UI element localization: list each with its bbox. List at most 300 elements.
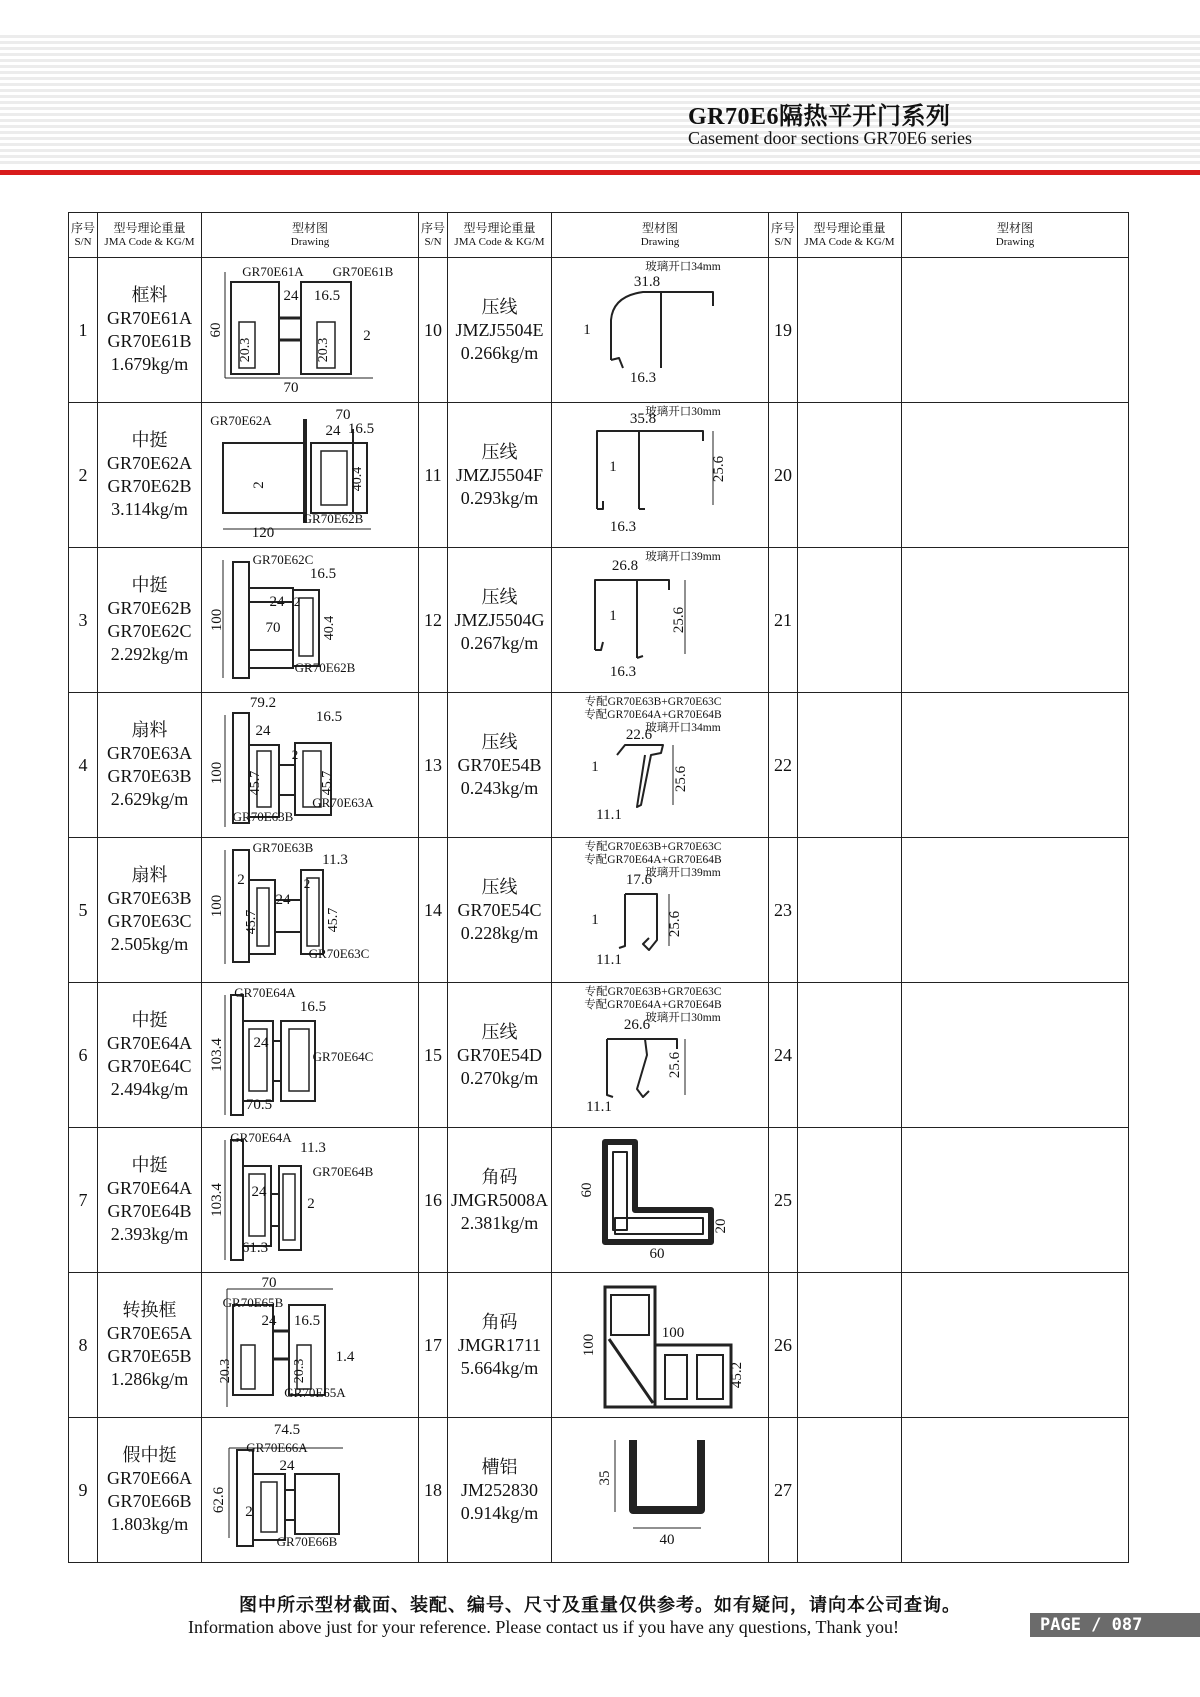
profile-code: GR70E61B bbox=[107, 331, 192, 351]
drawing-label: 玻璃开口39mm bbox=[644, 867, 721, 879]
profile-drawing-cell bbox=[202, 548, 419, 693]
drawing-label: 25.6 bbox=[672, 765, 689, 793]
serial-number: 12 bbox=[419, 548, 448, 693]
drawing-label: 45.2 bbox=[728, 1361, 745, 1389]
table-row bbox=[69, 1128, 1129, 1273]
drawing-label: 17.6 bbox=[625, 872, 652, 888]
profile-section-drawing bbox=[553, 550, 768, 690]
profile-code: GR70E65A bbox=[107, 1323, 192, 1343]
drawing-label: 40 bbox=[659, 1532, 674, 1548]
table-row bbox=[69, 403, 1129, 548]
footer-note-en: Information above just for your reference. Please contact us if you have any questions, Thank you! bbox=[188, 1617, 899, 1637]
profile-code: GR70E63A bbox=[107, 743, 192, 763]
empty-code-cell bbox=[798, 403, 902, 548]
profile-name: 扇料 bbox=[131, 720, 168, 740]
drawing-label: 24 bbox=[269, 594, 284, 610]
profile-section-drawing bbox=[203, 840, 418, 980]
drawing-label: 1 bbox=[590, 912, 599, 928]
drawing-label: 24 bbox=[253, 1035, 268, 1051]
profile-code: JMZJ5504F bbox=[455, 464, 544, 485]
profile-code-cell bbox=[98, 1128, 202, 1273]
profile-section-drawing bbox=[203, 550, 418, 690]
empty-drawing-cell bbox=[902, 403, 1129, 548]
profile-code-cell bbox=[448, 693, 552, 838]
profile-weight: 1.679kg/m bbox=[110, 354, 189, 374]
drawing-label: 16.5 bbox=[347, 421, 374, 437]
drawing-label: GR70E65B bbox=[222, 1295, 283, 1310]
empty-code-cell bbox=[798, 258, 902, 403]
drawing-label: 22.6 bbox=[625, 727, 652, 743]
profile-weight: 1.803kg/m bbox=[110, 1514, 189, 1534]
table-header-row bbox=[69, 213, 1129, 258]
drawing-label: 1.4 bbox=[335, 1349, 354, 1365]
profile-weight: 0.270kg/m bbox=[460, 1067, 539, 1088]
profile-name: 压线 bbox=[481, 296, 518, 317]
drawing-label: 11.1 bbox=[595, 952, 622, 968]
drawing-label: GR70E63B bbox=[232, 809, 293, 824]
drawing-label: 25.6 bbox=[670, 606, 687, 634]
profile-code-cell bbox=[448, 258, 552, 403]
profile-code: GR70E64C bbox=[107, 1056, 192, 1076]
profile-weight: 3.114kg/m bbox=[111, 499, 188, 519]
profile-section-drawing bbox=[553, 1420, 768, 1560]
drawing-label: 专配GR70E63B+GR70E63C bbox=[584, 841, 721, 853]
drawing-label: GR70E63A bbox=[311, 795, 374, 810]
profile-section-drawing bbox=[203, 985, 418, 1125]
profile-drawing-cell bbox=[202, 1418, 419, 1563]
profile-code-cell bbox=[448, 1273, 552, 1418]
profile-name: 压线 bbox=[481, 1021, 518, 1042]
drawing-label: GR70E64C bbox=[312, 1049, 373, 1064]
empty-code-cell bbox=[798, 1128, 902, 1273]
serial-number: 25 bbox=[769, 1128, 798, 1273]
drawing-label: 70.5 bbox=[245, 1097, 272, 1113]
drawing-label: 1 bbox=[582, 322, 591, 338]
profile-drawing-cell bbox=[202, 983, 419, 1128]
drawing-label: 玻璃开口34mm bbox=[644, 261, 721, 273]
drawing-label: 60 bbox=[578, 1182, 595, 1198]
drawing-label: GR70E62C bbox=[252, 552, 313, 567]
empty-code-cell bbox=[798, 1418, 902, 1563]
drawing-label: 74.5 bbox=[273, 1422, 300, 1438]
profile-name: 压线 bbox=[481, 441, 518, 462]
empty-code-cell bbox=[798, 693, 902, 838]
header-drawing: 型材图 Drawing bbox=[902, 213, 1129, 258]
drawing-label: 100 bbox=[208, 894, 225, 918]
profile-code-cell bbox=[448, 838, 552, 983]
header-drawing: 型材图 Drawing bbox=[552, 213, 769, 258]
profile-weight: 0.914kg/m bbox=[460, 1502, 539, 1523]
drawing-label: GR70E64B bbox=[312, 1164, 373, 1179]
profile-name: 转换框 bbox=[122, 1300, 177, 1320]
profile-section-drawing bbox=[553, 985, 768, 1125]
profile-code-cell bbox=[448, 1128, 552, 1273]
drawing-label: 40.4 bbox=[321, 615, 337, 641]
profile-code: GR70E66A bbox=[107, 1468, 192, 1488]
profile-name: 框料 bbox=[131, 285, 168, 305]
drawing-label: 100 bbox=[208, 761, 225, 785]
drawing-label: 103.4 bbox=[208, 1183, 225, 1217]
drawing-label: 24 bbox=[325, 423, 340, 439]
profile-weight: 5.664kg/m bbox=[460, 1357, 539, 1378]
profile-drawing-cell bbox=[552, 838, 769, 983]
header-code: 型号理论重量 JMA Code & KG/M bbox=[798, 213, 902, 258]
drawing-label: 45.7 bbox=[325, 907, 341, 933]
drawing-label: 100 bbox=[580, 1333, 597, 1357]
profile-weight: 2.505kg/m bbox=[110, 934, 189, 954]
drawing-label: 45.7 bbox=[247, 770, 263, 796]
drawing-label: 25.6 bbox=[666, 910, 683, 938]
drawing-label: GR70E62B bbox=[302, 511, 363, 526]
profile-code: GR70E64B bbox=[107, 1201, 192, 1221]
profile-weight: 0.243kg/m bbox=[460, 777, 539, 798]
drawing-label: 45.7 bbox=[243, 909, 259, 935]
drawing-label: 26.8 bbox=[611, 558, 638, 574]
drawing-label: 16.5 bbox=[315, 709, 342, 725]
profile-code: GR70E64A bbox=[107, 1033, 192, 1053]
drawing-label: 24 bbox=[279, 1458, 294, 1474]
drawing-label: 100 bbox=[208, 608, 225, 632]
serial-number: 23 bbox=[769, 838, 798, 983]
serial-number: 10 bbox=[419, 258, 448, 403]
profile-section-drawing bbox=[553, 260, 768, 400]
drawing-label: 25.6 bbox=[710, 455, 727, 483]
drawing-label: 2 bbox=[250, 481, 267, 489]
serial-number: 9 bbox=[69, 1418, 98, 1563]
drawing-label: 专配GR70E64A+GR70E64B bbox=[583, 854, 722, 866]
serial-number: 15 bbox=[419, 983, 448, 1128]
empty-drawing-cell bbox=[902, 838, 1129, 983]
drawing-label: 专配GR70E64A+GR70E64B bbox=[583, 709, 722, 721]
table-row bbox=[69, 258, 1129, 403]
serial-number: 26 bbox=[769, 1273, 798, 1418]
drawing-label: 11.1 bbox=[585, 1099, 612, 1115]
serial-number: 17 bbox=[419, 1273, 448, 1418]
profile-section-drawing bbox=[203, 1275, 418, 1415]
profile-code-cell bbox=[448, 1418, 552, 1563]
drawing-label: 24 bbox=[283, 288, 298, 304]
drawing-label: 16.5 bbox=[299, 999, 326, 1015]
drawing-label: 2 bbox=[236, 872, 245, 888]
drawing-label: 16.5 bbox=[293, 1313, 320, 1329]
profile-code: JMGR1711 bbox=[457, 1334, 542, 1355]
drawing-label: GR70E64A bbox=[233, 985, 296, 1000]
serial-number: 16 bbox=[419, 1128, 448, 1273]
empty-code-cell bbox=[798, 1273, 902, 1418]
profile-drawing-cell bbox=[552, 1273, 769, 1418]
drawing-label: GR70E63B bbox=[252, 840, 313, 855]
profile-code-cell bbox=[448, 548, 552, 693]
drawing-label: 62.6 bbox=[210, 1486, 227, 1514]
serial-number: 2 bbox=[69, 403, 98, 548]
profile-name: 压线 bbox=[481, 586, 518, 607]
drawing-label: 45.7 bbox=[319, 770, 335, 796]
profile-code: GR70E61A bbox=[107, 308, 192, 328]
serial-number: 3 bbox=[69, 548, 98, 693]
drawing-label: 20.3 bbox=[291, 1358, 307, 1384]
drawing-label: 79.2 bbox=[249, 695, 276, 711]
profile-drawing-cell bbox=[202, 403, 419, 548]
drawing-label: GR70E61A bbox=[241, 264, 304, 279]
drawing-label: 120 bbox=[251, 525, 274, 541]
profile-section-drawing bbox=[553, 405, 768, 545]
empty-drawing-cell bbox=[902, 1128, 1129, 1273]
drawing-label: 20.3 bbox=[237, 337, 253, 363]
drawing-label: 1 bbox=[608, 459, 617, 475]
serial-number: 13 bbox=[419, 693, 448, 838]
drawing-label: 玻璃开口39mm bbox=[644, 551, 721, 563]
profile-section-drawing bbox=[203, 695, 418, 835]
drawing-label: 11.1 bbox=[595, 807, 622, 823]
profile-code-cell bbox=[98, 258, 202, 403]
drawing-label: 1 bbox=[608, 608, 617, 624]
profile-spec-table bbox=[68, 212, 1129, 1563]
drawing-label: 103.4 bbox=[208, 1038, 225, 1072]
header-sn: 序号 S/N bbox=[419, 213, 448, 258]
profile-code: GR70E63C bbox=[107, 911, 192, 931]
serial-number: 7 bbox=[69, 1128, 98, 1273]
profile-name: 假中挺 bbox=[122, 1445, 177, 1465]
empty-drawing-cell bbox=[902, 983, 1129, 1128]
drawing-label: 60 bbox=[649, 1246, 664, 1262]
profile-weight: 2.393kg/m bbox=[110, 1224, 189, 1244]
profile-section-drawing bbox=[553, 840, 768, 980]
profile-code: JMZJ5504G bbox=[454, 609, 545, 630]
drawing-label: 2 bbox=[362, 328, 371, 344]
serial-number: 14 bbox=[419, 838, 448, 983]
drawing-label: 100 bbox=[661, 1325, 684, 1341]
profile-drawing-cell bbox=[202, 258, 419, 403]
profile-weight: 0.266kg/m bbox=[460, 342, 539, 363]
drawing-label: 61.3 bbox=[241, 1240, 268, 1256]
drawing-label: GR70E62A bbox=[209, 413, 272, 428]
drawing-label: GR70E64A bbox=[229, 1130, 292, 1145]
drawing-label: GR70E66A bbox=[245, 1440, 308, 1455]
drawing-label: 70 bbox=[261, 1275, 276, 1291]
serial-number: 1 bbox=[69, 258, 98, 403]
profile-drawing-cell bbox=[202, 1128, 419, 1273]
empty-drawing-cell bbox=[902, 548, 1129, 693]
profile-name: 角码 bbox=[481, 1166, 518, 1187]
header-band bbox=[0, 35, 1200, 165]
header-sn: 序号 S/N bbox=[769, 213, 798, 258]
drawing-label: 26.6 bbox=[623, 1017, 650, 1033]
profile-name: 中挺 bbox=[131, 575, 168, 595]
table-row bbox=[69, 1273, 1129, 1418]
drawing-label: 25.6 bbox=[666, 1051, 683, 1079]
profile-name: 中挺 bbox=[131, 430, 168, 450]
page-title: GR70E6隔热平开门系列 bbox=[688, 104, 951, 130]
serial-number: 8 bbox=[69, 1273, 98, 1418]
profile-code: GR70E63B bbox=[107, 766, 192, 786]
profile-code-cell bbox=[98, 1418, 202, 1563]
table-row bbox=[69, 693, 1129, 838]
drawing-label: 40.4 bbox=[349, 466, 365, 492]
serial-number: 27 bbox=[769, 1418, 798, 1563]
profile-code: GR70E62A bbox=[107, 453, 192, 473]
profile-code: GR70E62B bbox=[107, 598, 192, 618]
drawing-label: 60 bbox=[207, 322, 224, 338]
drawing-label: 16.3 bbox=[629, 370, 656, 386]
profile-drawing-cell bbox=[552, 403, 769, 548]
profile-code-cell bbox=[98, 838, 202, 983]
profile-drawing-cell bbox=[202, 693, 419, 838]
profile-code: GR70E54D bbox=[457, 1044, 542, 1065]
profile-weight: 0.228kg/m bbox=[460, 922, 539, 943]
profile-code-cell bbox=[98, 693, 202, 838]
profile-drawing-cell bbox=[552, 548, 769, 693]
profile-weight: 0.293kg/m bbox=[460, 487, 539, 508]
empty-code-cell bbox=[798, 838, 902, 983]
drawing-label: 31.8 bbox=[633, 274, 660, 290]
profile-name: 压线 bbox=[481, 731, 518, 752]
drawing-label: 专配GR70E63B+GR70E63C bbox=[584, 986, 721, 998]
profile-code: GR70E54C bbox=[457, 899, 542, 920]
drawing-label: 专配GR70E64A+GR70E64B bbox=[583, 999, 722, 1011]
profile-code: GR70E54B bbox=[457, 754, 542, 775]
serial-number: 24 bbox=[769, 983, 798, 1128]
page-number-badge: PAGE / 087 bbox=[1030, 1613, 1200, 1637]
drawing-label: 2 bbox=[306, 1196, 315, 1212]
table-row bbox=[69, 548, 1129, 693]
profile-code: GR70E63B bbox=[107, 888, 192, 908]
drawing-label: 20.3 bbox=[315, 337, 331, 363]
profile-drawing-cell bbox=[552, 1418, 769, 1563]
drawing-label: 16.5 bbox=[309, 566, 336, 582]
header-code: 型号理论重量 JMA Code & KG/M bbox=[98, 213, 202, 258]
header-code: 型号理论重量 JMA Code & KG/M bbox=[448, 213, 552, 258]
drawing-label: 专配GR70E63B+GR70E63C bbox=[584, 696, 721, 708]
drawing-label: GR70E63C bbox=[308, 946, 369, 961]
profile-name: 扇料 bbox=[131, 865, 168, 885]
profile-weight: 2.292kg/m bbox=[110, 644, 189, 664]
profile-code: GR70E65B bbox=[107, 1346, 192, 1366]
header-red-rule bbox=[0, 170, 1200, 175]
table-row bbox=[69, 838, 1129, 983]
drawing-label: 35.8 bbox=[629, 411, 656, 427]
profile-section-drawing bbox=[203, 1130, 418, 1270]
profile-code: GR70E62B bbox=[107, 476, 192, 496]
drawing-label: 24 bbox=[261, 1313, 276, 1329]
profile-weight: 2.494kg/m bbox=[110, 1079, 189, 1099]
profile-drawing-cell bbox=[202, 1273, 419, 1418]
drawing-label: 16.3 bbox=[609, 519, 636, 535]
empty-drawing-cell bbox=[902, 1273, 1129, 1418]
profile-drawing-cell bbox=[552, 258, 769, 403]
drawing-label: GR70E65A bbox=[283, 1385, 346, 1400]
profile-section-drawing bbox=[203, 405, 418, 545]
profile-code: JMGR5008A bbox=[450, 1189, 548, 1210]
profile-code-cell bbox=[98, 548, 202, 693]
profile-name: 角码 bbox=[481, 1311, 518, 1332]
table-row bbox=[69, 983, 1129, 1128]
profile-section-drawing bbox=[553, 695, 768, 835]
serial-number: 19 bbox=[769, 258, 798, 403]
empty-code-cell bbox=[798, 983, 902, 1128]
profile-name: 压线 bbox=[481, 876, 518, 897]
profile-section-drawing bbox=[553, 1130, 768, 1270]
profile-weight: 2.381kg/m bbox=[460, 1212, 539, 1233]
serial-number: 21 bbox=[769, 548, 798, 693]
profile-code-cell bbox=[98, 403, 202, 548]
profile-drawing-cell bbox=[552, 1128, 769, 1273]
profile-code: JM252830 bbox=[460, 1479, 538, 1500]
profile-section-drawing bbox=[203, 260, 418, 400]
table-row bbox=[69, 1418, 1129, 1563]
drawing-label: 玻璃开口30mm bbox=[644, 406, 721, 418]
profile-code: JMZJ5504E bbox=[455, 319, 544, 340]
drawing-label: 24 bbox=[255, 723, 270, 739]
drawing-label: 1 bbox=[590, 759, 599, 775]
serial-number: 11 bbox=[419, 403, 448, 548]
profile-drawing-cell bbox=[202, 838, 419, 983]
profile-weight: 1.286kg/m bbox=[110, 1369, 189, 1389]
profile-code-cell bbox=[98, 1273, 202, 1418]
profile-code: GR70E62C bbox=[107, 621, 192, 641]
drawing-label: 16.3 bbox=[609, 664, 636, 680]
footer-note-cn: 图中所示型材截面、装配、编号、尺寸及重量仅供参考。如有疑问，请向本公司查询。 bbox=[239, 1595, 961, 1616]
drawing-label: 20 bbox=[712, 1218, 729, 1234]
empty-code-cell bbox=[798, 548, 902, 693]
drawing-label: 2 bbox=[293, 594, 300, 609]
empty-drawing-cell bbox=[902, 258, 1129, 403]
profile-weight: 0.267kg/m bbox=[460, 632, 539, 653]
profile-name: 中挺 bbox=[131, 1010, 168, 1030]
drawing-label: 70 bbox=[265, 620, 280, 636]
serial-number: 20 bbox=[769, 403, 798, 548]
profile-weight: 2.629kg/m bbox=[110, 789, 189, 809]
drawing-label: 2 bbox=[291, 747, 298, 762]
header-drawing: 型材图 Drawing bbox=[202, 213, 419, 258]
serial-number: 18 bbox=[419, 1418, 448, 1563]
serial-number: 22 bbox=[769, 693, 798, 838]
profile-code: GR70E64A bbox=[107, 1178, 192, 1198]
drawing-label: 16.5 bbox=[313, 288, 340, 304]
profile-drawing-cell bbox=[552, 983, 769, 1128]
drawing-label: 70 bbox=[283, 380, 298, 396]
profile-section-drawing bbox=[553, 1275, 768, 1415]
drawing-label: GR70E62B bbox=[294, 660, 355, 675]
drawing-label: 20.3 bbox=[217, 1358, 233, 1384]
drawing-label: 70 bbox=[335, 407, 350, 423]
empty-drawing-cell bbox=[902, 693, 1129, 838]
drawing-label: GR70E61B bbox=[332, 264, 393, 279]
serial-number: 4 bbox=[69, 693, 98, 838]
profile-code-cell bbox=[98, 983, 202, 1128]
drawing-label: GR70E66B bbox=[276, 1534, 337, 1549]
header-sn: 序号 S/N bbox=[69, 213, 98, 258]
page-subtitle: Casement door sections GR70E6 series bbox=[688, 128, 972, 148]
profile-section-drawing bbox=[203, 1420, 418, 1560]
drawing-label: 24 bbox=[251, 1184, 266, 1200]
serial-number: 6 bbox=[69, 983, 98, 1128]
drawing-label: 11.3 bbox=[299, 1140, 326, 1156]
empty-drawing-cell bbox=[902, 1418, 1129, 1563]
profile-name: 中挺 bbox=[131, 1155, 168, 1175]
drawing-label: 2 bbox=[244, 1504, 253, 1520]
profile-code-cell bbox=[448, 403, 552, 548]
drawing-label: 玻璃开口34mm bbox=[644, 722, 721, 734]
serial-number: 5 bbox=[69, 838, 98, 983]
drawing-label: 35 bbox=[596, 1470, 613, 1486]
profile-code: GR70E66B bbox=[107, 1491, 192, 1511]
drawing-label: 11.3 bbox=[321, 852, 348, 868]
profile-drawing-cell bbox=[552, 693, 769, 838]
drawing-label: 玻璃开口30mm bbox=[644, 1012, 721, 1024]
profile-code-cell bbox=[448, 983, 552, 1128]
profile-name: 槽铝 bbox=[481, 1456, 518, 1477]
drawing-label: 2 bbox=[303, 876, 310, 891]
